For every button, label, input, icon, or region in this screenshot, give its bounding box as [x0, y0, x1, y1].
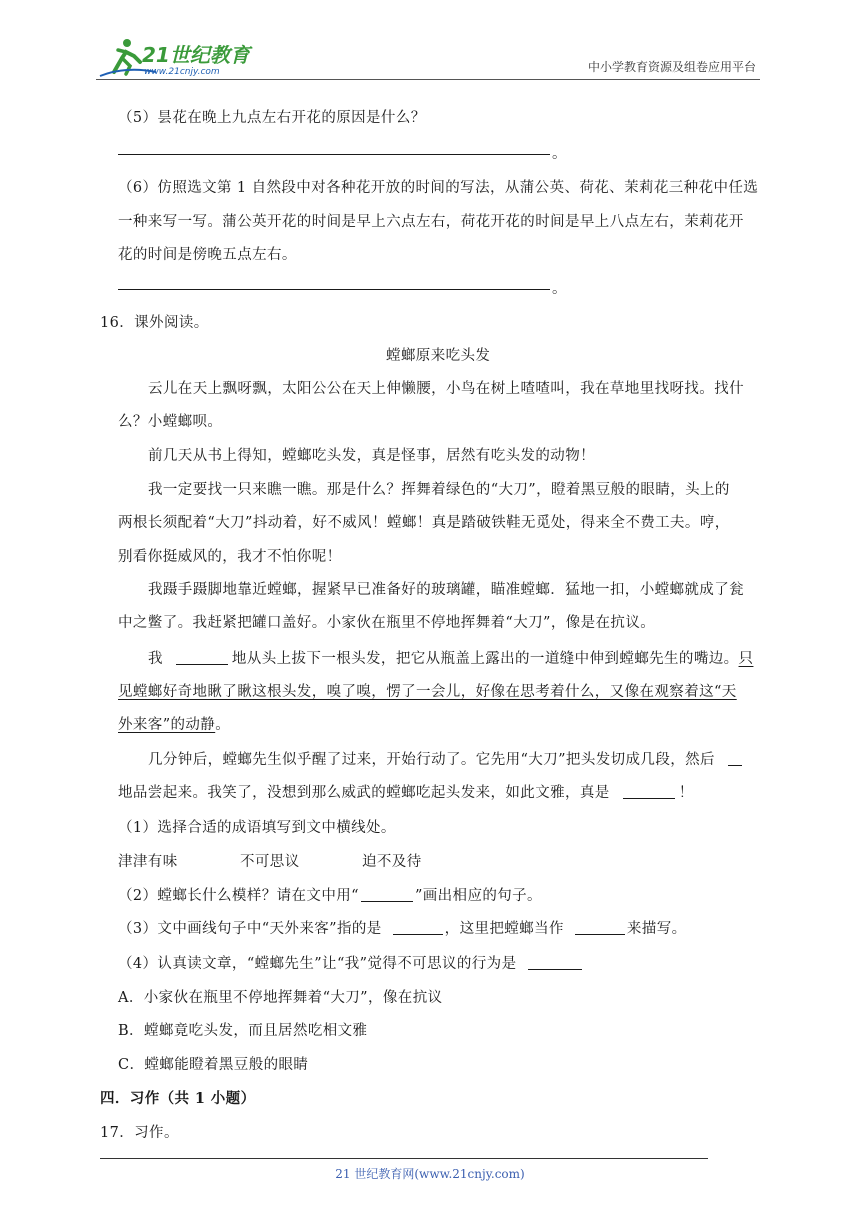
section-4-heading: 四．习作（共 1 小题）	[100, 1090, 256, 1107]
platform-name: 中小学教育资源及组卷应用平台	[587, 60, 756, 74]
paragraph-6-line-1	[148, 748, 742, 769]
svg-text:www.21cnjy.com: www.21cnjy.com	[144, 67, 220, 77]
fill-blank-3[interactable]	[623, 785, 675, 799]
paragraph-5-line-3	[118, 713, 230, 734]
sub-question-3-text-mid: ，这里把螳螂当作	[444, 921, 564, 937]
paragraph-3-line-2: 两根长须配着“大刀”抖动着，好不威风！螳螂！真是踏破铁鞋无觅处，得来全不费工夫。哼，	[118, 515, 730, 531]
fill-blank-5[interactable]	[575, 921, 625, 935]
option-c[interactable]: C．螳螂能瞪着黑豆般的眼睛	[118, 1057, 309, 1073]
answer-line-5-end: 。	[552, 146, 567, 162]
question-6-line-3: 花的时间是傍晚五点左右。	[118, 247, 297, 263]
question-17: 17．习作。	[100, 1125, 179, 1141]
sub-question-3-text-end: 来描写。	[626, 921, 687, 937]
option-a[interactable]: A．小家伙在瓶里不停地挥舞着“大刀”，像在抗议	[118, 990, 443, 1006]
page-footer: 21 世纪教育网(www.21cnjy.com)	[335, 1167, 525, 1181]
question-5: （5）昙花在晚上九点左右开花的原因是什么？	[118, 110, 426, 126]
paragraph-6-line-2	[118, 781, 694, 802]
sub-question-4	[118, 952, 582, 973]
answer-line-6[interactable]	[118, 289, 550, 290]
sub-question-2-text-end: ”画出相应的句子。	[414, 888, 542, 904]
question-6-line-1: （6）仿照选文第 1 自然段中对各种花开放的时间的写法，从蒲公英、荷花、茉莉花三种花中任选	[118, 180, 759, 196]
option-b[interactable]: B．螳螂竟吃头发，而且居然吃相文雅	[118, 1023, 368, 1039]
passage-title: 螳螂原来吃头发	[386, 348, 491, 364]
paragraph-1-line-1: 云儿在天上飘呀飘，太阳公公在天上伸懒腰，小鸟在树上喳喳叫，我在草地里找呀找。找什	[148, 381, 744, 397]
paragraph-1-line-2: 么？小螳螂呗。	[118, 414, 223, 430]
fill-blank-6[interactable]	[528, 956, 582, 970]
footer-divider	[100, 1158, 708, 1159]
sub-question-1: （1）选择合适的成语填写到文中横线处。	[118, 820, 396, 836]
fill-blank-underline-mark[interactable]	[361, 888, 413, 902]
underlined-sentence-start: 只	[738, 651, 754, 667]
fill-blank-2[interactable]	[728, 752, 742, 766]
site-logo	[96, 36, 266, 78]
answer-line-5[interactable]	[118, 154, 550, 155]
underlined-sentence-end: 外来客”的动静	[118, 717, 216, 733]
question-16-heading: 16．课外阅读。	[100, 315, 209, 331]
sub-question-2-text: （2）螳螂长什么模样？请在文中用“	[118, 888, 359, 904]
paragraph-3-line-1: 我一定要找一只来瞧一瞧。那是什么？挥舞着绿色的“大刀”，瞪着黑豆般的眼睛，头上的	[148, 482, 730, 498]
sub-question-4-text: （4）认真读文章，“螳螂先生”让“我”觉得不可思议的行为是	[118, 956, 517, 972]
svg-text:21世纪教育: 21世纪教育	[142, 43, 250, 67]
paragraph-5-line-1	[148, 647, 753, 668]
paragraph-3-line-3: 别看你挺威风的，我才不怕你呢！	[118, 549, 342, 565]
idiom-option-1: 津津有味	[118, 854, 178, 870]
paragraph-6-end: ！	[678, 785, 694, 801]
sub-question-3	[118, 917, 687, 938]
paragraph-4-line-1: 我蹑手蹑脚地靠近螳螂，握紧早已准备好的玻璃罐，瞄准螳螂．猛地一扣，小螳螂就成了瓮	[148, 582, 744, 598]
idiom-option-2: 不可思议	[240, 854, 300, 870]
sub-question-3-text: （3）文中画线句子中“天外来客”指的是	[118, 921, 382, 937]
paragraph-5-text: 地从头上拔下一根头发，把它从瓶盖上露出的一道缝中伸到螳螂先生的嘴边。	[231, 651, 739, 667]
underlined-sentence-line-2: 见螳螂好奇地瞅了瞅这根头发，嗅了嗅，愣了一会儿，好像在思考着什么，又像在观察着这“天	[118, 684, 737, 700]
paragraph-5-period: 。	[215, 717, 231, 733]
answer-line-6-end: 。	[552, 281, 567, 297]
fill-blank-4[interactable]	[393, 921, 443, 935]
paragraph-6-text: 几分钟后，螳螂先生似乎醒了过来，开始行动了。它先用“大刀”把头发切成几段，然后	[148, 752, 715, 768]
fill-blank-1[interactable]	[176, 651, 228, 665]
paragraph-5-prefix: 我	[148, 651, 163, 667]
paragraph-2: 前几天从书上得知，螳螂吃头发，真是怪事，居然有吃头发的动物！	[148, 448, 595, 464]
page-header	[96, 36, 760, 80]
paragraph-6-text-2: 地品尝起来。我笑了，没想到那么威武的螳螂吃起头发来，如此文雅，真是	[118, 785, 610, 801]
sub-question-2	[118, 884, 542, 905]
idiom-option-3: 迫不及待	[362, 854, 422, 870]
paragraph-4-line-2: 中之鳖了。我赶紧把罐口盖好。小家伙在瓶里不停地挥舞着“大刀”，像是在抗议。	[118, 615, 656, 631]
question-6-line-2: 一种来写一写。蒲公英开花的时间是早上六点左右，荷花开花的时间是早上八点左右，茉莉花开	[118, 214, 744, 230]
